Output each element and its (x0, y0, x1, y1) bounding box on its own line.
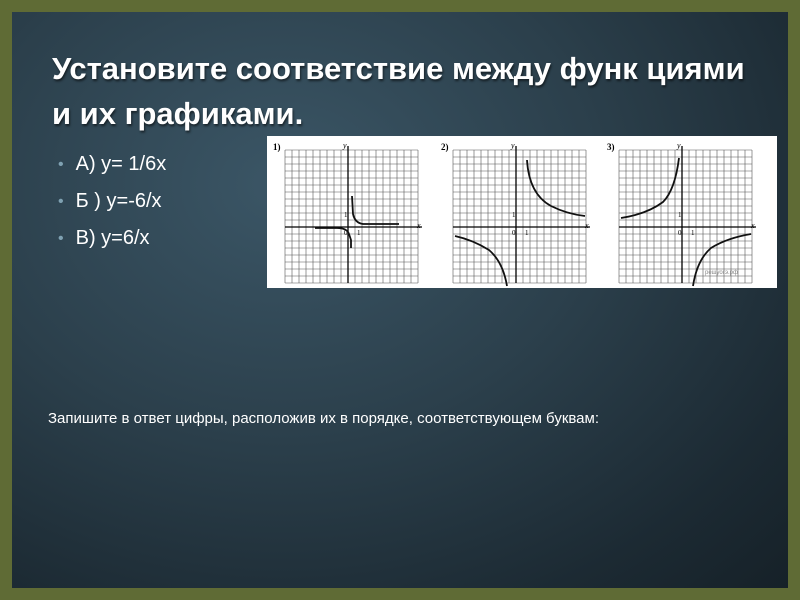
axis-y-label-3: y (677, 141, 681, 150)
axis-y-label-2: y (511, 141, 515, 150)
function-label-c: В) y=6/x (75, 227, 150, 249)
graph-panel-1 (273, 141, 422, 283)
graphs-svg (267, 136, 777, 288)
curve-3-left (621, 158, 679, 218)
tick-one-y-1: 1 (344, 211, 348, 219)
tick-one-y-2: 1 (512, 211, 516, 219)
instruction-text: Запишите в ответ цифры, расположив их в порядке, соответствующем буквам: (48, 410, 600, 427)
graphs-image (267, 136, 777, 288)
curve-3-right (693, 234, 751, 286)
tick-zero-1: 0 (344, 229, 348, 237)
slide-title: Установите соответствие между функ циями и их графиками. (52, 51, 745, 131)
function-label-b: Б ) y=-6/x (75, 190, 162, 212)
axis-x-label-1: x (417, 221, 421, 230)
slide (12, 12, 788, 588)
axis-y-label-1: y (343, 141, 347, 150)
function-list (58, 146, 166, 257)
function-item-c (58, 220, 166, 257)
tick-zero-3: 0 (678, 229, 682, 237)
panel-number-3: 3) (607, 142, 615, 152)
bullet-icon: • (58, 156, 64, 173)
function-item-a (58, 146, 166, 183)
watermark: решуогэ.рф (705, 270, 738, 276)
curve-2-right (527, 160, 585, 216)
tick-zero-2: 0 (512, 229, 516, 237)
tick-one-x-2: 1 (525, 229, 529, 237)
bullet-icon: • (58, 230, 64, 247)
axis-x-label-2: x (585, 221, 589, 230)
panel-number-1: 1) (273, 142, 281, 152)
bullet-icon: • (58, 193, 64, 210)
graph-panel-3 (607, 141, 756, 286)
grid-2 (453, 146, 590, 283)
axis-x-label-3: x (751, 221, 755, 230)
function-label-a: А) y= 1/6x (75, 153, 167, 175)
tick-one-x-3: 1 (691, 229, 695, 237)
graph-panel-2 (441, 141, 590, 286)
panel-number-2: 2) (441, 142, 449, 152)
tick-one-y-3: 1 (678, 211, 682, 219)
tick-one-x-1: 1 (357, 229, 361, 237)
function-item-b (58, 183, 166, 220)
